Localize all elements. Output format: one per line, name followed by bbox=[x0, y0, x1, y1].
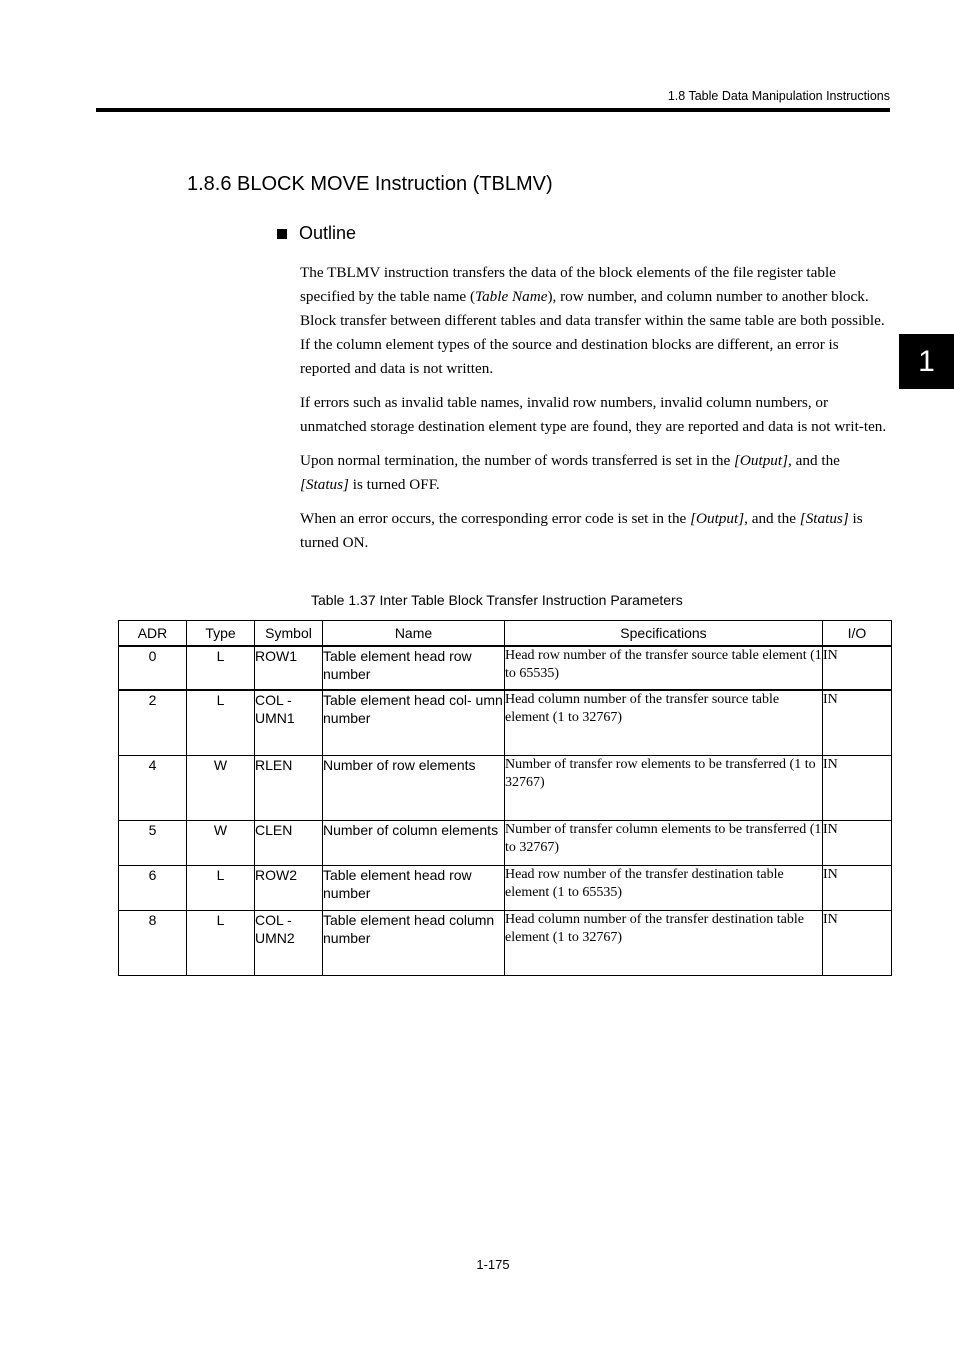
cell-io: IN bbox=[823, 910, 892, 975]
cell-adr: 0 bbox=[119, 646, 187, 690]
table-row bbox=[119, 910, 892, 975]
cell-specification: Head row number of the transfer source table element (1 to 65535) bbox=[505, 646, 823, 690]
square-bullet-icon bbox=[277, 229, 287, 239]
paragraph-3: Upon normal termination, the number of words transferred is set in the [Output], and the [Status] is turned OFF. bbox=[300, 452, 840, 493]
cell-type: L bbox=[187, 646, 255, 690]
cell-io: IN bbox=[823, 690, 892, 755]
header-rule bbox=[96, 108, 890, 112]
cell-name: Number of column elements bbox=[323, 820, 505, 865]
column-header-adr: ADR bbox=[119, 621, 187, 647]
cell-symbol: ROW1 bbox=[255, 646, 323, 690]
cell-symbol: ROW2 bbox=[255, 865, 323, 910]
cell-io: IN bbox=[823, 646, 892, 690]
cell-type: L bbox=[187, 865, 255, 910]
body-text bbox=[300, 261, 892, 565]
column-header-specifications: Specifications bbox=[505, 621, 823, 647]
cell-specification: Head column number of the transfer source table element (1 to 32767) bbox=[505, 690, 823, 755]
page-number: 1-175 bbox=[476, 1257, 510, 1272]
cell-specification: Number of transfer column elements to be transferred (1 to 32767) bbox=[505, 820, 823, 865]
subhead-label: Outline bbox=[299, 223, 357, 243]
section-title: 1.8.6 BLOCK MOVE Instruction (TBLMV) bbox=[187, 173, 553, 195]
column-header-io: I/O bbox=[823, 621, 892, 647]
table-row bbox=[119, 755, 892, 820]
cell-type: W bbox=[187, 820, 255, 865]
cell-symbol: RLEN bbox=[255, 755, 323, 820]
cell-symbol: COL - UMN2 bbox=[255, 910, 323, 975]
paragraph-4: When an error occurs, the corresponding error code is set in the [Output], and the [Status] is turned ON. bbox=[300, 510, 863, 551]
column-header-name: Name bbox=[323, 621, 505, 647]
cell-io: IN bbox=[823, 755, 892, 820]
table-caption: Table 1.37 Inter Table Block Transfer Instruction Parameters bbox=[311, 592, 683, 608]
cell-name: Table element head col- umn number bbox=[323, 690, 505, 755]
cell-adr: 4 bbox=[119, 755, 187, 820]
cell-name: Table element head row number bbox=[323, 646, 505, 690]
table-row bbox=[119, 646, 892, 690]
cell-type: L bbox=[187, 690, 255, 755]
cell-specification: Head row number of the transfer destination table element (1 to 65535) bbox=[505, 865, 823, 910]
cell-type: W bbox=[187, 755, 255, 820]
cell-type: L bbox=[187, 910, 255, 975]
cell-adr: 2 bbox=[119, 690, 187, 755]
table-row bbox=[119, 820, 892, 865]
paragraph-2: If errors such as invalid table names, invalid row numbers, invalid column numbers, or unmatched storage destination element type are found, they are reported and data is not writ-ten. bbox=[300, 394, 887, 435]
cell-io: IN bbox=[823, 865, 892, 910]
paragraph-1: The TBLMV instruction transfers the data of the block elements of the file register table specified by the table name (Table Name), row number, and column number to another block. Block transfer between different tables and data transfer within the same table are both possible. If the column element types of the source and destination blocks are different, an error is reported and data is not written. bbox=[300, 264, 885, 377]
cell-symbol: CLEN bbox=[255, 820, 323, 865]
table-row bbox=[119, 865, 892, 910]
chapter-tab: 1 bbox=[899, 334, 954, 389]
column-header-type: Type bbox=[187, 621, 255, 647]
table-header-row bbox=[119, 621, 892, 647]
cell-io: IN bbox=[823, 820, 892, 865]
cell-adr: 6 bbox=[119, 865, 187, 910]
cell-name: Number of row elements bbox=[323, 755, 505, 820]
cell-specification: Head column number of the transfer destination table element (1 to 32767) bbox=[505, 910, 823, 975]
cell-adr: 5 bbox=[119, 820, 187, 865]
table-row bbox=[119, 690, 892, 755]
subhead-outline bbox=[277, 223, 356, 244]
cell-symbol: COL - UMN1 bbox=[255, 690, 323, 755]
parameters-table bbox=[118, 620, 892, 976]
column-header-symbol: Symbol bbox=[255, 621, 323, 647]
cell-name: Table element head row number bbox=[323, 865, 505, 910]
cell-specification: Number of transfer row elements to be transferred (1 to 32767) bbox=[505, 755, 823, 820]
cell-name: Table element head column number bbox=[323, 910, 505, 975]
running-head: 1.8 Table Data Manipulation Instructions bbox=[667, 89, 890, 103]
cell-adr: 8 bbox=[119, 910, 187, 975]
